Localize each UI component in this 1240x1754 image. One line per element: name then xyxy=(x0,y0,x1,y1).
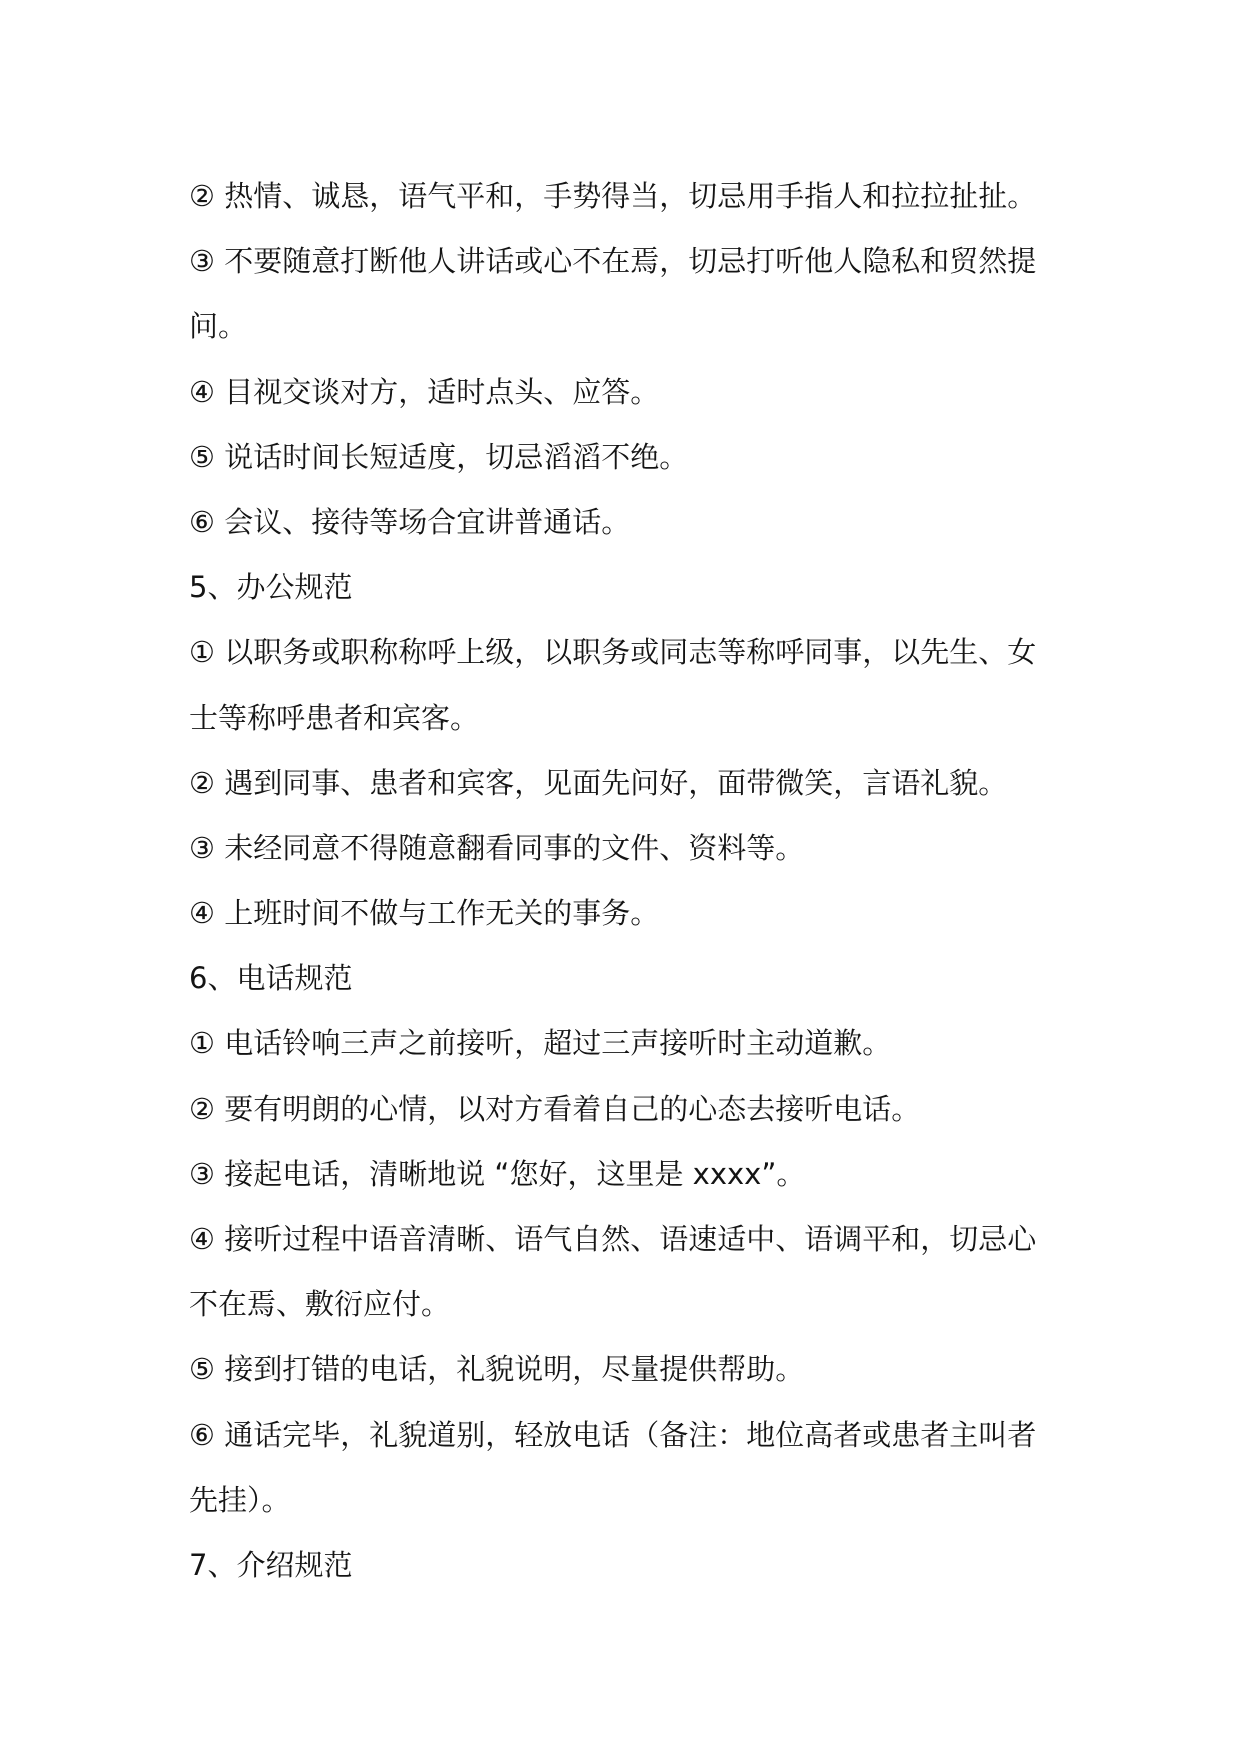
list-item xyxy=(189,1337,1180,1402)
list-item xyxy=(189,164,1180,229)
list-item xyxy=(189,1011,1180,1076)
list-item xyxy=(189,1403,1180,1533)
list-item-line: ④ 上班时间不做与工作无关的事务。 xyxy=(189,896,660,931)
list-item-line: ① 电话铃响三声之前接听，超过三声接听时主动道歉。 xyxy=(189,1026,892,1061)
list-item xyxy=(189,1207,1180,1337)
list-item xyxy=(189,229,1180,359)
list-item xyxy=(189,751,1180,816)
list-item-line: ④ 接听过程中语音清晰、语气自然、语速适中、语调平和，切忌心 xyxy=(189,1222,1037,1256)
section-heading: 6、电话规范 xyxy=(189,961,353,996)
list-item-line: ① 以职务或职称称呼上级，以职务或同志等称呼同事，以先生、女 xyxy=(189,635,1037,670)
list-item xyxy=(189,881,1180,946)
list-item xyxy=(189,425,1180,490)
list-item-line: 士等称呼患者和宾客。 xyxy=(189,700,480,735)
section-heading: 7、介绍规范 xyxy=(189,1547,353,1582)
list-item-line: ② 要有明朗的心情，以对方看着自己的心态去接听电话。 xyxy=(189,1091,921,1126)
section-heading: 5、办公规范 xyxy=(189,570,353,605)
list-item xyxy=(189,490,1180,555)
list-item-line: ④ 目视交谈对方，适时点头、应答。 xyxy=(189,374,660,409)
list-item-line: ② 遇到同事、患者和宾客，见面先问好，面带微笑，言语礼貌。 xyxy=(189,765,1008,800)
list-item-line: 不在焉、敷衍应付。 xyxy=(189,1287,451,1322)
list-item xyxy=(189,360,1180,425)
list-item xyxy=(189,816,1180,881)
list-item-line: ③ 不要随意打断他人讲话或心不在焉，切忌打听他人隐私和贸然提 xyxy=(189,244,1037,279)
list-item-line: ③ 接起电话，清晰地说 “您好，这里是 xxxx”。 xyxy=(189,1156,806,1191)
list-item-line: 问。 xyxy=(189,309,248,344)
list-item xyxy=(189,1077,1180,1142)
list-item-line: ⑥ 通话完毕，礼貌道别，轻放电话（备注：地位高者或患者主叫者 xyxy=(189,1417,1037,1452)
list-item xyxy=(189,620,1180,750)
list-item-line: ③ 未经同意不得随意翻看同事的文件、资料等。 xyxy=(189,830,805,865)
list-item-line: 先挂）。 xyxy=(189,1482,291,1517)
list-item-line: ⑥ 会议、接待等场合宜讲普通话。 xyxy=(189,504,631,539)
list-item xyxy=(189,1142,1180,1207)
list-item-line: ⑤ 接到打错的电话，礼貌说明，尽量提供帮助。 xyxy=(189,1352,805,1387)
list-item-line: ⑤ 说话时间长短适度，切忌滔滔不绝。 xyxy=(189,439,689,474)
list-item-line: ② 热情、诚恳，语气平和，手势得当，切忌用手指人和拉拉扯扯。 xyxy=(189,179,1037,213)
